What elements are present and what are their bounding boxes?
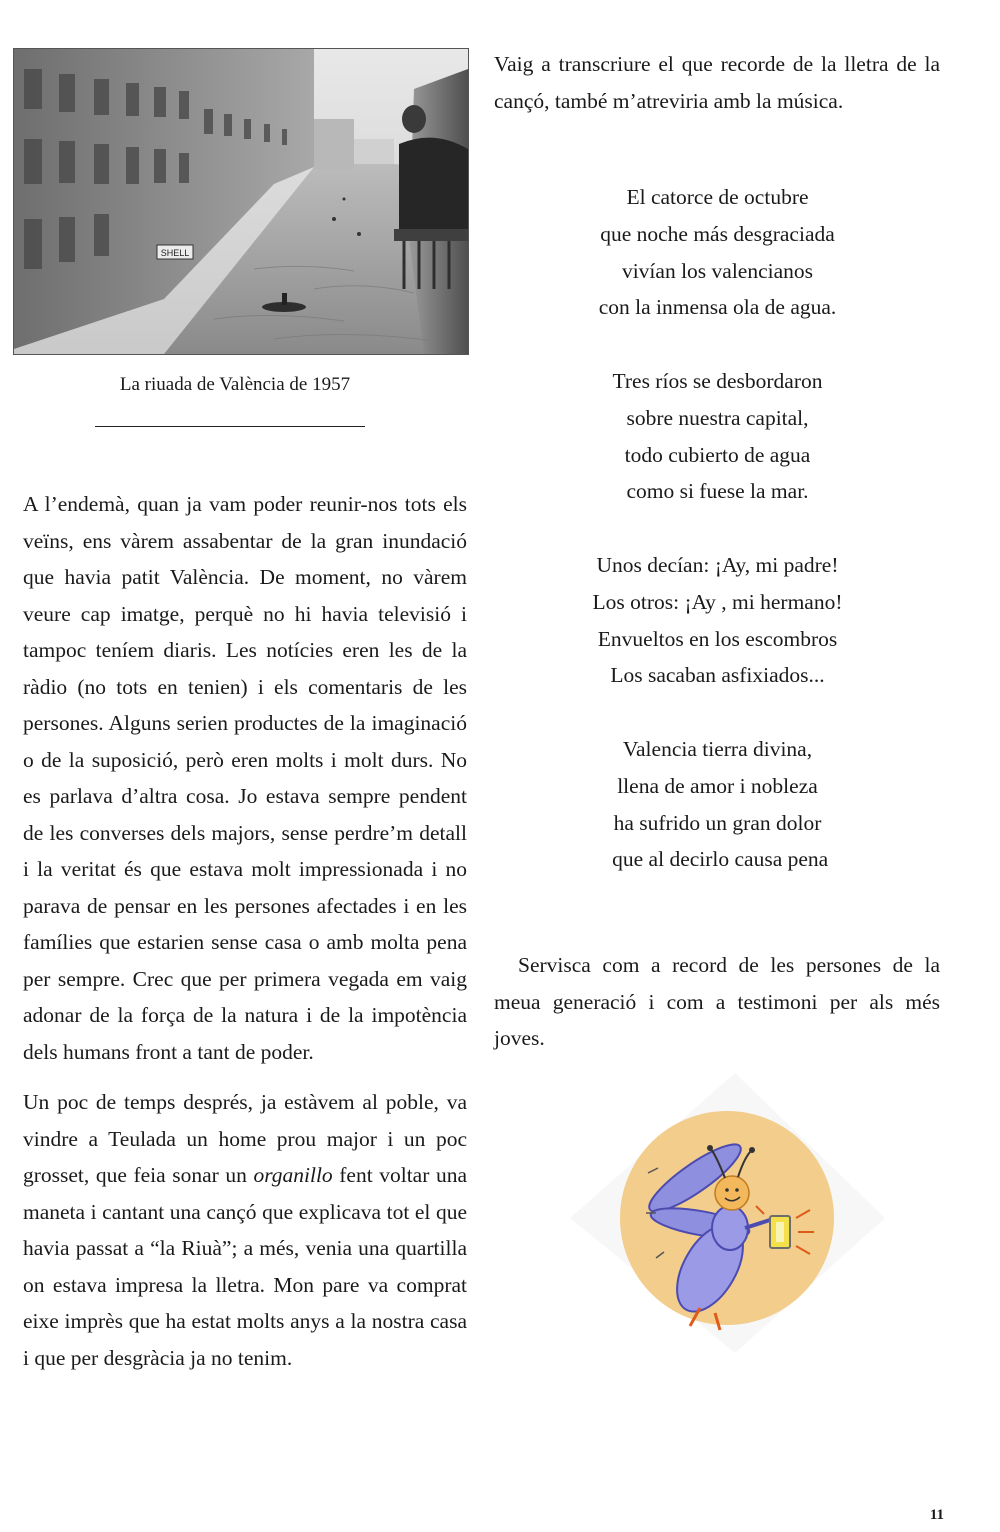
closing-text xyxy=(494,947,940,1057)
verse: vivían los valencianos xyxy=(621,258,814,283)
photo-caption: La riuada de València de 1957 xyxy=(119,374,351,395)
verse: que al decirlo causa pena xyxy=(606,847,829,872)
caption-divider xyxy=(95,426,365,427)
verse: que noche más desgraciada xyxy=(600,221,835,246)
verse: ha sufrido un gran dolor xyxy=(613,810,822,835)
stanza-3 xyxy=(495,547,940,694)
verse: sobre nuestra capital, xyxy=(626,405,809,430)
page-number: 11 xyxy=(929,1507,944,1523)
paragraph-1: A l’endemà, quan ja vam poder reunir-nos tots els veïns, ens vàrem assabentar de la gran inundació que havia patit València. De moment, no vàrem veure cap imatge, perquè no hi havia televisió i tampoc teníem diaris. Les notícies eren les de la ràdio (no tots en tenien) i els comentaris de les persones. Alguns serien productes de la imaginació o de la suposició, però eren molts i molt durs. No es parlava d’altra cosa. Jo estava sempre pendent de les converses dels majors, sense perdre’m detall i la veritat és que estava molt impressionada i no parava de pensar en les persones afectades i en les famílies que estarien sense casa o amb molta pena per sempre. Crec que per primera vegada em vaig adonar de la força de la natura i de la impotència dels humans front a tant de poder. xyxy=(23,492,467,1064)
verse: Unos decían: ¡Ay, mi padre! xyxy=(596,552,839,577)
verse: llena de amor i nobleza xyxy=(617,773,818,798)
intro-paragraph: Vaig a transcriure el que recorde de la lletra de la cançó, també m’atreviria amb la música. xyxy=(494,52,940,113)
verse: todo cubierto de agua xyxy=(624,442,811,467)
shell-sign-text: SHELL xyxy=(160,248,190,258)
verse: Envueltos en los escombros xyxy=(597,626,838,651)
verse: Valencia tierra divina, xyxy=(622,736,813,761)
verse: como si fuese la mar. xyxy=(626,479,809,504)
stanza-4 xyxy=(495,731,940,878)
verse: El catorce de octubre xyxy=(626,185,809,209)
firefly-icon xyxy=(560,1068,890,1358)
verse: Los otros: ¡Ay , mi hermano! xyxy=(592,589,843,614)
flood-photo xyxy=(13,48,469,355)
organillo-italic: organillo xyxy=(253,1163,333,1187)
paragraph-2-part-1: Un poc de temps després, ja estàvem al poble, va vindre a Teulada un home prou major i un poc grosset, que feia sonar un xyxy=(23,1090,467,1187)
verse: con la inmensa ola de agua. xyxy=(598,295,837,320)
verse: Los sacaban asfixiados... xyxy=(610,663,825,688)
stanza-2 xyxy=(495,363,940,510)
right-column-intro xyxy=(494,46,940,119)
left-column-text xyxy=(23,486,467,1390)
stanza-1 xyxy=(495,179,940,326)
closing-paragraph: Servisca com a record de les persones de la meua generació i com a testimoni per als més joves. xyxy=(494,953,940,1050)
song-lyrics xyxy=(495,179,940,915)
flood-photo-image xyxy=(14,49,468,354)
paragraph-2-part-2: fent voltar una maneta i cantant una cançó que explicava tot el que havia passat a “la Riuà”; a més, venia una quartilla on estava impresa la lletra. Mon pare va comprat eixe imprès que ha estat molts anys a la nostra casa i que per desgràcia ja no tenim. xyxy=(23,1163,467,1370)
paragraph-2 xyxy=(23,1084,467,1376)
firefly-mascot-illustration xyxy=(560,1068,890,1358)
verse: Tres ríos se desbordaron xyxy=(612,368,823,393)
